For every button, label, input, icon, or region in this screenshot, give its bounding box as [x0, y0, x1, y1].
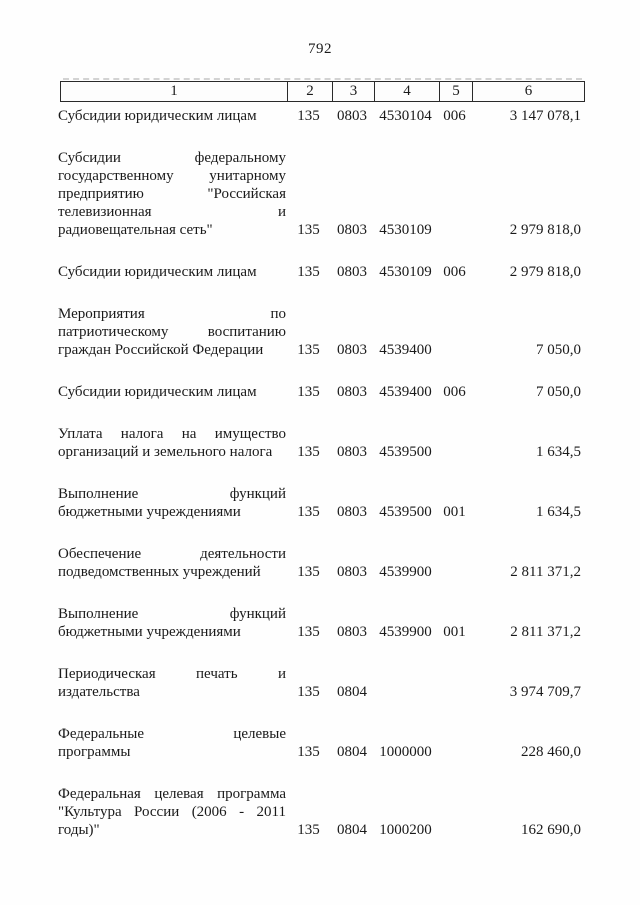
row-title-line: бюджетными учреждениями: [58, 624, 241, 640]
row-title-line: Федеральные целевые: [58, 726, 286, 742]
table-row: [58, 263, 585, 281]
cell-target-article-code: 4539400: [379, 384, 432, 400]
cell-expense-type-code: 001: [443, 624, 466, 640]
table-row: [58, 305, 585, 359]
cell-expense-type-code: 006: [443, 384, 466, 400]
cell-ministry-code: 135: [297, 744, 320, 760]
row-title: [58, 665, 286, 701]
row-title: [58, 485, 286, 521]
row-title-line: годы)": [58, 822, 100, 838]
cell-ministry-code: 135: [297, 684, 320, 700]
header-cell-col3: 3: [333, 82, 375, 101]
cell-ministry-code: 135: [297, 822, 320, 838]
row-title-line: радиовещательная сеть": [58, 222, 213, 238]
cell-amount: 7 050,0: [536, 384, 581, 400]
cell-amount: 1 634,5: [536, 504, 581, 520]
cell-target-article-code: 4539500: [379, 504, 432, 520]
row-title: [58, 305, 286, 359]
row-title-line: государственному унитарному: [58, 168, 286, 184]
cell-amount: 1 634,5: [536, 444, 581, 460]
row-title: [58, 149, 286, 239]
row-title-line: телевизионная и: [58, 204, 286, 220]
row-title-line: Обеспечение деятельности: [58, 546, 286, 562]
cell-ministry-code: 135: [297, 108, 320, 124]
row-title-line: бюджетными учреждениями: [58, 504, 241, 520]
header-cell-col5: 5: [440, 82, 473, 101]
table-row: [58, 485, 585, 521]
row-title-line: предприятию "Российская: [58, 186, 286, 202]
cell-expense-type-code: 001: [443, 504, 466, 520]
cell-amount: 2 979 818,0: [509, 264, 581, 280]
cell-target-article-code: 4539400: [379, 342, 432, 358]
header-cell-col4: 4: [375, 82, 440, 101]
table-row: [58, 785, 585, 839]
cell-section-code: 0803: [337, 564, 367, 580]
row-title-line: Субсидии юридическим лицам: [58, 384, 257, 400]
row-title-line: Субсидии юридическим лицам: [58, 108, 257, 124]
table-body: [58, 107, 585, 839]
table-row: [58, 545, 585, 581]
cell-section-code: 0803: [337, 384, 367, 400]
row-title-line: Выполнение функций: [58, 606, 286, 622]
cell-section-code: 0803: [337, 444, 367, 460]
cell-target-article-code: 1000000: [379, 744, 432, 760]
cell-amount: 2 979 818,0: [509, 222, 581, 238]
cell-target-article-code: 4539500: [379, 444, 432, 460]
cell-ministry-code: 135: [297, 342, 320, 358]
cell-target-article-code: 4530109: [379, 264, 432, 280]
cell-section-code: 0804: [337, 822, 367, 838]
row-title: [58, 107, 286, 125]
cell-section-code: 0804: [337, 684, 367, 700]
cell-target-article-code: 1000200: [379, 822, 432, 838]
table-row: [58, 107, 585, 125]
cell-section-code: 0803: [337, 264, 367, 280]
cell-amount: 2 811 371,2: [510, 624, 581, 640]
row-title: [58, 725, 286, 761]
cell-target-article-code: 4530104: [379, 108, 432, 124]
cell-ministry-code: 135: [297, 384, 320, 400]
row-title: [58, 785, 286, 839]
table-header-row: [60, 81, 585, 102]
cell-ministry-code: 135: [297, 222, 320, 238]
table-row: [58, 725, 585, 761]
cell-amount: 162 690,0: [521, 822, 581, 838]
row-title-line: Федеральная целевая программа: [58, 786, 286, 802]
row-title-line: Периодическая печать и: [58, 666, 286, 682]
row-title-line: Субсидии юридическим лицам: [58, 264, 257, 280]
row-title-line: Уплата налога на имущество: [58, 426, 286, 442]
row-title-line: "Культура России (2006 - 2011: [58, 804, 286, 820]
table-row: [58, 149, 585, 239]
row-title: [58, 263, 286, 281]
row-title: [58, 545, 286, 581]
header-cell-col6: 6: [524, 83, 533, 99]
cell-amount: 2 811 371,2: [510, 564, 581, 580]
row-title-line: Субсидии федеральному: [58, 150, 286, 166]
cell-ministry-code: 135: [297, 504, 320, 520]
row-title-line: Мероприятия по: [58, 306, 286, 322]
cell-target-article-code: 4539900: [379, 624, 432, 640]
table-row: [58, 605, 585, 641]
cell-section-code: 0803: [337, 108, 367, 124]
table-row: [58, 383, 585, 401]
cell-amount: 3 974 709,7: [509, 684, 581, 700]
cell-expense-type-code: 006: [443, 108, 466, 124]
cell-section-code: 0803: [337, 222, 367, 238]
cell-section-code: 0803: [337, 342, 367, 358]
cell-section-code: 0804: [337, 744, 367, 760]
cell-ministry-code: 135: [297, 444, 320, 460]
cell-amount: 3 147 078,1: [509, 108, 581, 124]
cell-expense-type-code: 006: [443, 264, 466, 280]
cell-section-code: 0803: [337, 624, 367, 640]
row-title: [58, 605, 286, 641]
row-title-line: патриотическому воспитанию: [58, 324, 286, 340]
row-title-line: издательства: [58, 684, 140, 700]
cell-ministry-code: 135: [297, 564, 320, 580]
page-number: 792: [308, 41, 332, 57]
cell-amount: 7 050,0: [536, 342, 581, 358]
row-title: [58, 425, 286, 461]
cell-amount: 228 460,0: [521, 744, 581, 760]
cell-ministry-code: 135: [297, 264, 320, 280]
table-row: [58, 665, 585, 701]
row-title-line: граждан Российской Федерации: [58, 342, 264, 358]
cell-target-article-code: 4539900: [379, 564, 432, 580]
cell-section-code: 0803: [337, 504, 367, 520]
row-title-line: организаций и земельного налога: [58, 444, 273, 460]
row-title-line: Выполнение функций: [58, 486, 286, 502]
header-cell-col1: 1: [61, 82, 288, 101]
row-title-line: подведомственных учреждений: [58, 564, 261, 580]
row-title: [58, 383, 286, 401]
row-title-line: программы: [58, 744, 131, 760]
table-row: [58, 425, 585, 461]
cell-ministry-code: 135: [297, 624, 320, 640]
header-cell-col2: 2: [288, 82, 333, 101]
cell-target-article-code: 4530109: [379, 222, 432, 238]
